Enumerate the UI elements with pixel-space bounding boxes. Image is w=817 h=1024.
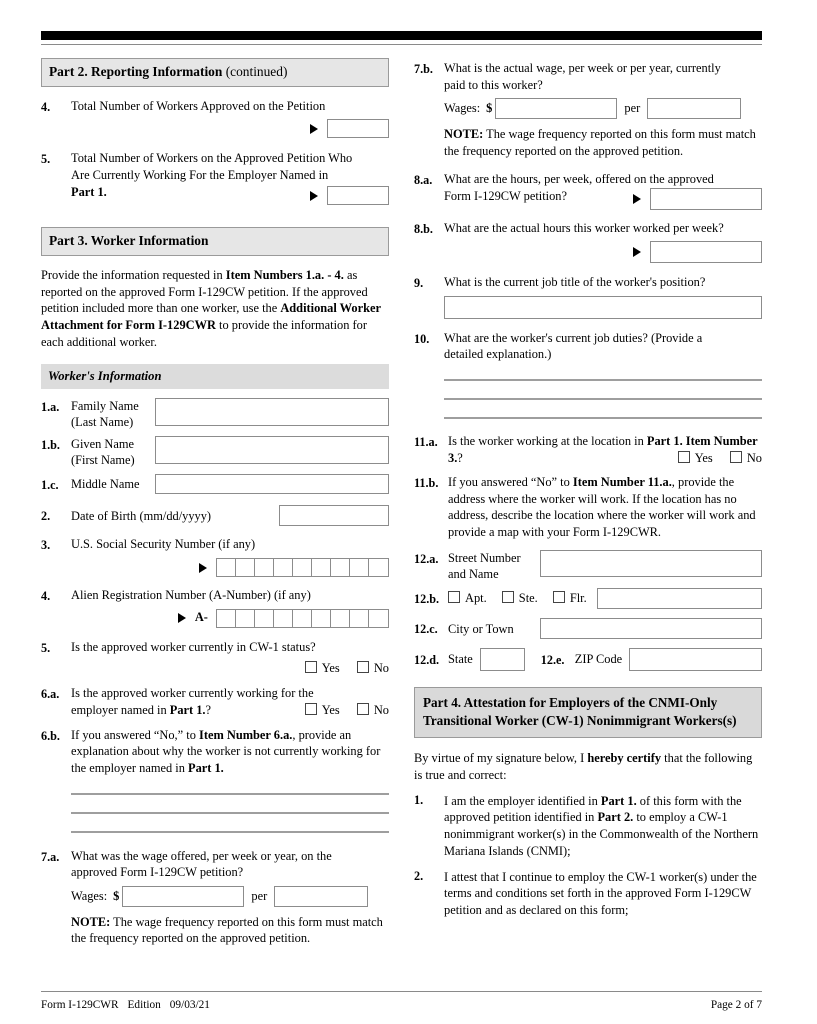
item-row-1c (41, 474, 389, 494)
answer-line-3[interactable] (444, 417, 762, 419)
item-12c-label: City or Town (448, 621, 514, 636)
checkbox-icon[interactable] (305, 703, 317, 715)
footer-edition-label: Edition (127, 999, 161, 1011)
item-body-8b (444, 220, 762, 264)
item-row-12a (414, 550, 762, 582)
item-row-part2-5 (41, 150, 389, 205)
item-6b-bold1: Item Number 6.a. (199, 727, 293, 742)
attestation-item-1 (414, 793, 762, 860)
footer-page-number: Page 2 of 7 (710, 999, 762, 1011)
item-4-alien-question: Alien Registration Number (A-Number) (if any) (71, 588, 311, 603)
answer-line-1[interactable] (444, 379, 762, 381)
item-7b-question-line2: paid to this worker? (444, 77, 543, 92)
item-12b-flr-option[interactable] (553, 591, 587, 605)
att1-b1: Part 1. (600, 793, 637, 808)
item-7b-wages-row (444, 98, 762, 119)
item-number-12a: 12.a. (414, 552, 439, 567)
footer-rule (41, 991, 762, 992)
item-7a-per-label: per (251, 888, 268, 903)
attestation-item-2 (414, 869, 762, 919)
item-7b-note-text: The wage frequency reported on this form must match the frequency reported on the approved petition. (444, 127, 756, 158)
checkbox-icon[interactable] (305, 661, 317, 673)
item-6a-question-line3: ? (205, 702, 212, 717)
item-6b-answer-lines (71, 793, 389, 833)
checkbox-icon[interactable] (357, 703, 369, 715)
item-body-6a (71, 685, 389, 719)
att1-b2: Part 2. (597, 810, 634, 825)
item-row-6b (41, 727, 389, 777)
item-6a-question-line2: employer named in (71, 702, 170, 717)
footer-left (41, 999, 219, 1011)
item-8b-question: What are the actual hours this worker worked per week? (444, 220, 724, 235)
item-8a-question-line1: What are the hours, per week, offered on the approved (444, 172, 714, 187)
item-1b-label-line1: Given Name (71, 437, 134, 452)
item-row-1b (41, 436, 389, 468)
item-row-12b (414, 588, 762, 609)
checkbox-icon[interactable] (730, 451, 742, 463)
item-1a-label (71, 398, 155, 430)
item-2-date-input[interactable] (279, 505, 389, 526)
item-number-4: 4. (41, 99, 51, 114)
item-7a-question-line2: approved Form I-129CW petition? (71, 865, 244, 880)
item-3-ssn-cells[interactable] (216, 558, 389, 577)
part3-heading: Part 3. Worker Information (41, 227, 389, 256)
item-number-8a: 8.a. (414, 173, 433, 188)
item-body-4 (71, 98, 389, 139)
item-6a-no-option[interactable] (357, 702, 389, 719)
item-7b-note-bold: NOTE: (444, 127, 484, 142)
item-12b-unit-type-group (448, 591, 587, 606)
item-12a-street-input[interactable] (540, 550, 762, 577)
page-top-rule-thin (41, 44, 762, 45)
item-body-7a (71, 848, 389, 947)
item-12a-label-line1: Street Number (448, 551, 521, 566)
part2-heading-bold: Part 2. Reporting Information (49, 64, 223, 79)
item-11a-yes-option[interactable] (678, 450, 713, 467)
item-12c-city-input[interactable] (540, 618, 762, 639)
item-row-12c (414, 618, 762, 639)
item-11a-text1: Is the worker working at the location in (448, 434, 647, 449)
part4-intro-bold: hereby certify (587, 751, 662, 766)
attestation-1-number: 1. (414, 792, 424, 807)
item-4-input[interactable] (327, 119, 389, 138)
item-11a-text2: ? (457, 450, 463, 465)
item-row-2 (41, 505, 389, 526)
item-row-11a (414, 433, 762, 467)
item-row-10 (414, 330, 762, 363)
item-body-7b (444, 60, 762, 159)
part3-intro-bold2: Additional Worker Attachment for Form I-129CWR (41, 301, 381, 333)
item-7b-amount-input[interactable] (495, 98, 617, 119)
att1-t1: I am the employer identified in (444, 793, 601, 808)
item-12d-label: State (448, 652, 473, 667)
item-11b-text1: If you answered “No” to (448, 474, 573, 489)
item-5-status-question: Is the approved worker currently in CW-1 status? (71, 639, 316, 654)
footer-edition-date: 09/03/21 (169, 999, 210, 1011)
item-number-7b: 7.b. (414, 62, 433, 76)
item-3-question: U.S. Social Security Number (if any) (71, 537, 256, 552)
item-11b-bold: Item Number 11.a. (572, 474, 672, 489)
item-7b-per-label: per (624, 101, 641, 116)
item-5-answer-area (71, 186, 389, 205)
item-number-12d: 12.d. (414, 653, 440, 668)
part4-intro-text2: that the following is true and correct: (414, 751, 753, 782)
answer-line-3[interactable] (71, 831, 389, 833)
item-12b-unit-input[interactable] (597, 588, 762, 609)
att1-t2: of this form with the approved petition identified in (444, 793, 742, 825)
item-row-11b (414, 474, 762, 540)
item-11a-no-label: No (746, 451, 762, 466)
a-number-prefix: A- (194, 610, 208, 625)
checkbox-icon[interactable] (448, 591, 460, 603)
answer-line-2[interactable] (71, 812, 389, 814)
item-number-1a: 1.a. (41, 400, 60, 415)
item-6a-yes-option[interactable] (305, 702, 340, 719)
attestation-2-text (444, 869, 762, 919)
part3-intro-text1: Provide the information requested in (41, 267, 226, 282)
item-7a-amount-input[interactable] (122, 886, 244, 907)
checkbox-icon[interactable] (553, 591, 565, 603)
item-12a-label-line2: and Name (448, 566, 499, 581)
item-number-2: 2. (41, 509, 51, 524)
item-7b-frequency-input[interactable] (647, 98, 741, 119)
item-number-7a: 7.a. (41, 849, 60, 864)
item-12b-apt-option[interactable] (448, 591, 487, 605)
item-5-input[interactable] (327, 186, 389, 205)
item-6a-question-line1: Is the approved worker currently working for the (71, 685, 314, 700)
arrow-icon (633, 247, 641, 257)
left-column (41, 58, 389, 954)
item-6a-yes-label: Yes (321, 703, 340, 718)
part4-intro-text1: By virtue of my signature below, I (414, 751, 588, 766)
item-4-question: Total Number of Workers Approved on the Petition (71, 98, 326, 113)
att1-t3: to employ a CW-1 nonimmigrant worker(s) in the Commonwealth of the Northern Mariana Islands (CNMI); (444, 810, 759, 858)
item-number-11b: 11.b. (414, 475, 439, 490)
item-4-anumber-cells[interactable] (216, 609, 389, 628)
item-1a-label-line2: (Last Name) (71, 414, 134, 429)
page-footer (41, 999, 762, 1011)
item-row-12d-12e (414, 648, 762, 671)
item-row-1a (41, 398, 389, 430)
item-body-2 (71, 505, 389, 526)
item-4-alien-answer-area (71, 609, 389, 628)
item-row-4 (41, 587, 389, 628)
item-number-9: 9. (414, 276, 424, 291)
item-number-12e: 12.e. (540, 653, 565, 668)
item-number-12c: 12.c. (414, 622, 438, 637)
part3-intro-text2: as reported on the approved Form I-129CW petition. If the approved petition included more than one worker, use the (41, 267, 368, 316)
item-number-5-status: 5. (41, 640, 51, 655)
attestation-1-text (444, 793, 762, 860)
item-9-question: What is the current job title of the worker's position? (444, 275, 706, 290)
item-body-5 (71, 150, 389, 205)
item-8a-question-line2: Form I-129CW petition? (444, 189, 567, 204)
item-5-no-label: No (373, 661, 389, 676)
item-body-6b (71, 727, 389, 777)
item-8a-input[interactable] (650, 188, 762, 210)
item-body-8a (444, 171, 762, 209)
item-6a-question-bold: Part 1. (169, 702, 206, 717)
arrow-icon (310, 191, 318, 201)
item-10-question-line2: detailed explanation.) (444, 347, 552, 362)
item-11b-text2: , provide the address where the worker will work. If the location has no address, describe the location where the worker will work and provide a map with your Form I-129CWR. (448, 474, 756, 539)
item-7b-note (444, 126, 762, 159)
part2-heading (41, 58, 389, 87)
item-row-8b (414, 220, 762, 264)
item-11a-no-option[interactable] (730, 450, 762, 467)
item-7a-wages-label: Wages: (71, 888, 108, 903)
item-row-3 (41, 536, 389, 577)
item-8b-answer-area (444, 241, 762, 263)
item-12d-state-input[interactable] (480, 648, 525, 671)
item-1b-label (71, 436, 155, 468)
page-top-rule-thick (41, 31, 762, 40)
item-body-11a (448, 433, 762, 467)
item-row-6a (41, 685, 389, 719)
item-number-5: 5. (41, 152, 51, 167)
item-number-11a: 11.a. (414, 435, 438, 450)
att2-t1: I attest that I continue to employ the CW-1 worker(s) under the terms and conditions set forth in the approved Form I-129CW petition and as declared on this form; (444, 869, 757, 917)
item-7b-wages-label: Wages: (444, 101, 481, 116)
item-12b-apt-label: Apt. (465, 591, 487, 606)
item-body-4-alien (71, 587, 389, 628)
answer-line-1[interactable] (71, 793, 389, 795)
item-number-6b: 6.b. (41, 728, 60, 743)
item-7b-dollar-sign: $ (486, 101, 493, 116)
item-3-answer-area (71, 558, 389, 577)
attestation-2-number: 2. (414, 868, 424, 883)
arrow-icon (178, 613, 186, 623)
item-row-part2-4 (41, 98, 389, 139)
item-body-3 (71, 536, 389, 577)
item-number-12b: 12.b. (414, 592, 440, 607)
item-number-3: 3. (41, 538, 51, 553)
right-column (414, 58, 762, 928)
checkbox-icon[interactable] (357, 661, 369, 673)
item-12b-ste-option[interactable] (502, 591, 538, 605)
item-6b-bold2: Part 1. (188, 760, 224, 775)
item-number-1b: 1.b. (41, 438, 60, 453)
item-11a-yes-label: Yes (694, 451, 713, 466)
arrow-icon (310, 124, 318, 134)
checkbox-icon[interactable] (678, 451, 690, 463)
item-body-11b (448, 474, 762, 540)
item-7a-dollar-sign: $ (113, 888, 120, 903)
item-9-job-title-input[interactable] (444, 296, 762, 319)
item-body-10 (444, 330, 762, 363)
part3-intro (41, 267, 389, 351)
item-8b-input[interactable] (650, 241, 762, 263)
item-row-8a (414, 171, 762, 209)
item-12e-zip-input[interactable] (629, 648, 762, 671)
item-number-1c: 1.c. (41, 477, 59, 492)
footer-form-name: Form I-129CWR (41, 999, 119, 1011)
item-5-question-line1: Total Number of Workers on the Approved Petition Who (71, 151, 353, 166)
item-12b-flr-label: Flr. (569, 591, 587, 606)
item-5-no-option[interactable] (357, 660, 389, 677)
item-10-question-line1: What are the worker's current job duties? (Provide a (444, 330, 703, 345)
item-7a-wages-row (71, 886, 389, 907)
item-number-8b: 8.b. (414, 221, 433, 236)
answer-line-2[interactable] (444, 398, 762, 400)
part4-heading: Part 4. Attestation for Employers of the CNMI-Only Transitional Worker (CW-1) Nonimmigrant Workers(s) (414, 687, 762, 737)
part4-intro (414, 750, 762, 783)
item-1c-label: Middle Name (71, 477, 140, 492)
item-12b-ste-label: Ste. (518, 591, 538, 606)
item-7b-question-line1: What is the actual wage, per week or per year, currently (444, 61, 721, 75)
item-number-4-alien: 4. (41, 589, 51, 604)
item-7a-note-text: The wage frequency reported on this form must match the frequency reported on the approved petition. (71, 914, 383, 946)
item-row-9 (414, 274, 762, 319)
part3-intro-bold1: Item Numbers 1.a. - 4. (225, 267, 344, 282)
item-5-question-line2: Are Currently Working For the Employer Named in (71, 167, 329, 182)
item-11a-yesno-group (448, 450, 762, 467)
item-1c-input[interactable] (155, 474, 389, 494)
item-12e-label: ZIP Code (574, 652, 623, 667)
item-5-yes-option[interactable] (305, 660, 340, 677)
item-7a-note (71, 914, 389, 947)
arrow-icon (633, 194, 641, 204)
item-5-yesno-group (71, 660, 389, 677)
item-7a-frequency-input[interactable] (274, 886, 368, 907)
item-1a-input[interactable] (155, 398, 389, 426)
part2-heading-regular: (continued) (225, 64, 288, 79)
part3-intro-text3: to provide the information for each additional worker. (41, 318, 367, 349)
item-row-7b (414, 60, 762, 159)
item-5-yes-label: Yes (321, 661, 340, 676)
item-number-10: 10. (414, 331, 430, 346)
item-6b-text2: , provide an explanation about why the worker is not currently working for the employer named in (71, 727, 381, 775)
item-row-7a (41, 848, 389, 947)
item-10-answer-lines (444, 379, 762, 419)
arrow-icon (199, 563, 207, 573)
item-number-6a: 6.a. (41, 686, 60, 701)
item-6a-no-label: No (373, 703, 389, 718)
item-body-9 (444, 274, 762, 319)
item-row-5-status (41, 639, 389, 677)
item-body-5-status (71, 639, 389, 677)
item-7a-question-line1: What was the wage offered, per week or year, on the (71, 848, 332, 863)
checkbox-icon[interactable] (502, 591, 514, 603)
item-5-question-line3: Part 1. (71, 184, 107, 199)
item-7a-note-bold: NOTE: (71, 914, 111, 929)
item-1b-label-line2: (First Name) (71, 452, 135, 467)
item-2-question: Date of Birth (mm/dd/yyyy) (71, 508, 212, 523)
item-4-answer-area (71, 119, 389, 138)
item-1a-label-line1: Family Name (71, 399, 139, 414)
item-6b-text1: If you answered “No,” to (71, 727, 199, 742)
item-1b-input[interactable] (155, 436, 389, 464)
item-12a-label (448, 550, 540, 582)
workers-information-subheading: Worker's Information (41, 364, 389, 389)
item-11a-bold: Part 1. Item Number 3. (448, 434, 758, 465)
